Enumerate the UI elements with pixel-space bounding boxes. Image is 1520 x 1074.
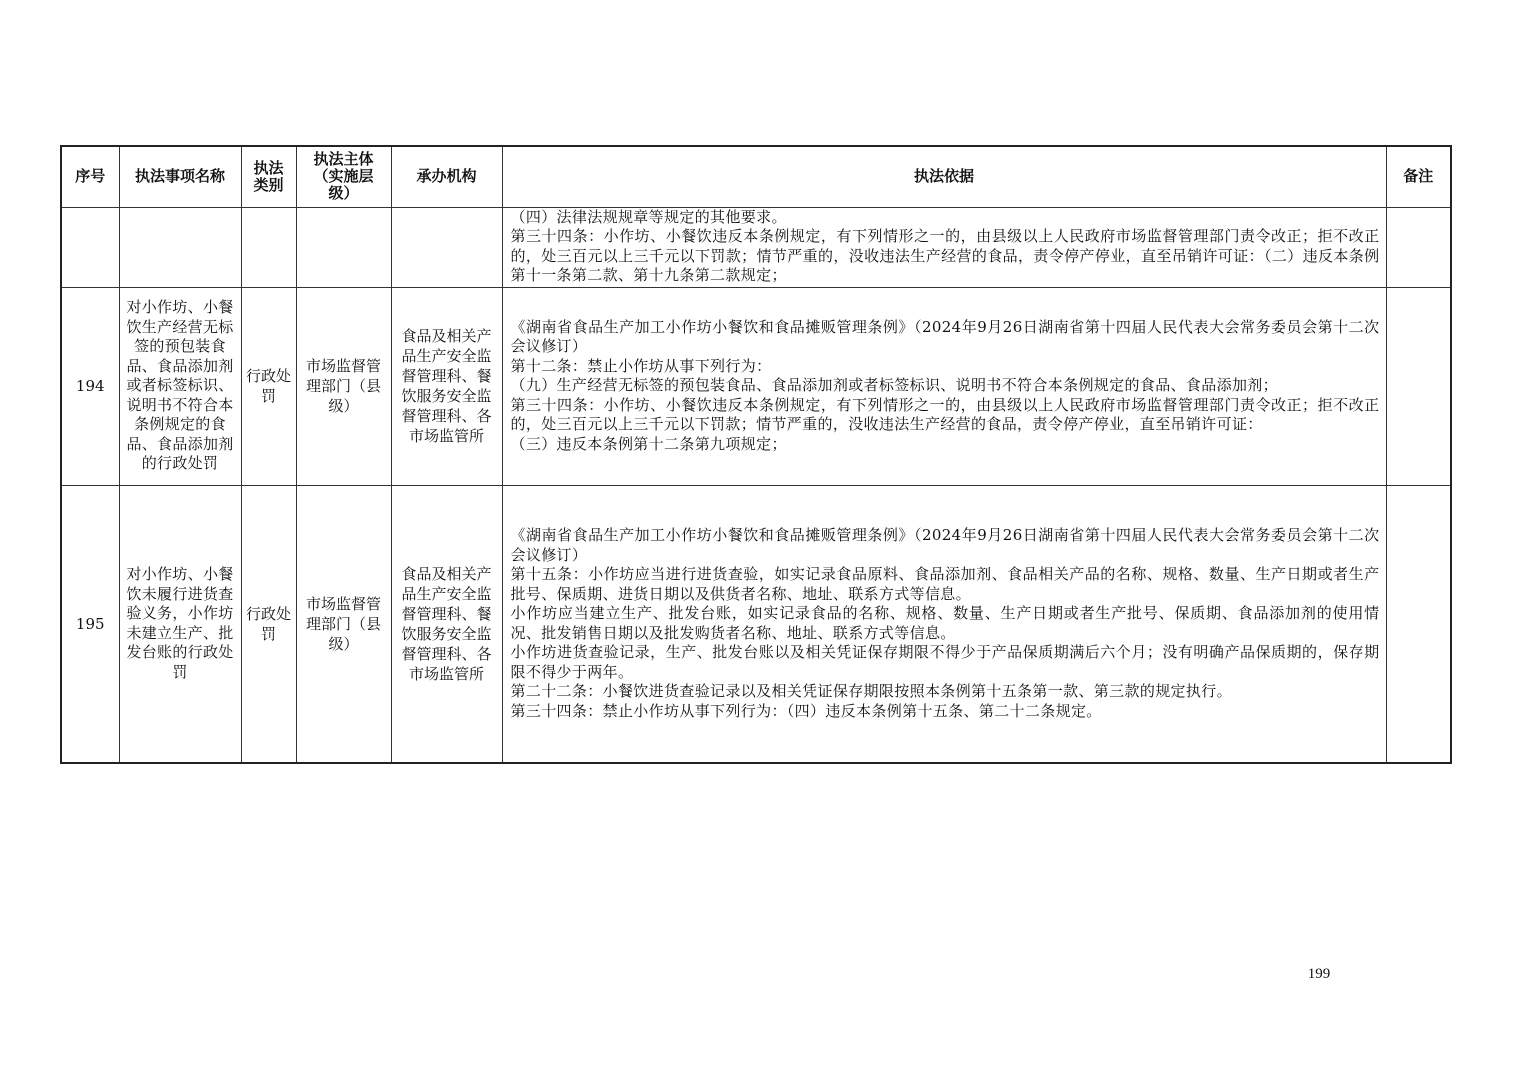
page-number: 199 <box>1307 966 1331 982</box>
row-subject: 市场监督管理部门（县级） <box>296 485 391 763</box>
row-basis <box>502 207 1386 287</box>
table-row <box>61 287 1451 485</box>
row-remark <box>1386 287 1451 485</box>
row-basis <box>502 287 1386 485</box>
row-category: 行政处罚 <box>241 485 296 763</box>
table-row <box>61 485 1451 763</box>
basis-paragraph: 第十五条：小作坊应当进行进货查验，如实记录食品原料、食品添加剂、食品相关产品的名称、规格、数量、生产日期或者生产批号、保质期、进货日期以及供货者名称、地址、联系方式等信息。 <box>510 565 1380 603</box>
row-subject <box>296 207 391 287</box>
basis-paragraph: （九）生产经营无标签的预包装食品、食品添加剂或者标签标识、说明书不符合本条例规定的食品、食品添加剂； <box>510 376 1279 395</box>
basis-paragraph: 第十二条：禁止小作坊从事下列行为： <box>510 356 772 375</box>
row-subject: 市场监督管理部门（县级） <box>296 287 391 485</box>
row-basis <box>502 485 1386 763</box>
basis-paragraph: 《湖南省食品生产加工小作坊小餐饮和食品摊贩管理条例》（2024年9月26日湖南省第十四届人民代表大会常务委员会第十二次会议修订） <box>510 526 1380 564</box>
basis-paragraph: 小作坊应当建立生产、批发台账，如实记录食品的名称、规格、数量、生产日期或者生产批号、保质期、食品添加剂的使用情况、批发销售日期以及批发购货者名称、地址、联系方式等信息。 <box>510 604 1380 642</box>
basis-paragraph: 《湖南省食品生产加工小作坊小餐饮和食品摊贩管理条例》（2024年9月26日湖南省第十四届人民代表大会常务委员会第十二次会议修订） <box>510 317 1380 356</box>
row-category <box>241 207 296 287</box>
row-agency <box>391 207 502 287</box>
row-remark <box>1386 485 1451 763</box>
basis-paragraph: 第三十四条：小作坊、小餐饮违反本条例规定，有下列情形之一的，由县级以上人民政府市场监督管理部门责令改正；拒不改正的，处三百元以上三千元以下罚款；情节严重的，没收违法生产经营的食品，责令停产停业，直至吊销许可证：（二）违反本条例第十一条第二款、第十九条第二款规定； <box>510 227 1380 284</box>
row-no: 194 <box>61 287 119 485</box>
basis-paragraph: 第二十二条：小餐饮进货查验记录以及相关凭证保存期限按照本条例第十五条第一款、第三款的规定执行。 <box>510 682 1232 701</box>
header-subject: 执法主体（实施层级） <box>296 146 391 207</box>
row-item-name: 对小作坊、小餐饮未履行进货查验义务，小作坊未建立生产、批发台账的行政处罚 <box>119 485 241 763</box>
enforcement-table <box>60 145 1452 764</box>
row-item-name: 对小作坊、小餐饮生产经营无标签的预包装食品、食品添加剂或者标签标识、说明书不符合本条例规定的食品、食品添加剂的行政处罚 <box>119 287 241 485</box>
basis-paragraph: （四）法律法规规章等规定的其他要求。 <box>510 207 787 226</box>
row-remark <box>1386 207 1451 287</box>
table-row <box>61 207 1451 287</box>
row-no <box>61 207 119 287</box>
header-remark: 备注 <box>1386 146 1451 207</box>
basis-paragraph: （三）违反本条例第十二条第九项规定； <box>510 434 787 453</box>
header-basis: 执法依据 <box>502 146 1386 207</box>
row-category: 行政处罚 <box>241 287 296 485</box>
header-no: 序号 <box>61 146 119 207</box>
row-item-name <box>119 207 241 287</box>
header-item-name: 执法事项名称 <box>119 146 241 207</box>
basis-paragraph: 第三十四条：小作坊、小餐饮违反本条例规定，有下列情形之一的，由县级以上人民政府市场监督管理部门责令改正；拒不改正的，处三百元以上三千元以下罚款；情节严重的，没收违法生产经营的食品，责令停产停业，直至吊销许可证： <box>510 395 1380 434</box>
row-agency: 食品及相关产品生产安全监督管理科、餐饮服务安全监督管理科、各市场监管所 <box>391 485 502 763</box>
header-agency: 承办机构 <box>391 146 502 207</box>
header-category: 执法类别 <box>241 146 296 207</box>
header-row <box>61 146 1451 207</box>
basis-paragraph: 小作坊进货查验记录，生产、批发台账以及相关凭证保存期限不得少于产品保质期满后六个月；没有明确产品保质期的，保存期限不得少于两年。 <box>510 643 1380 681</box>
row-no: 195 <box>61 485 119 763</box>
row-agency: 食品及相关产品生产安全监督管理科、餐饮服务安全监督管理科、各市场监管所 <box>391 287 502 485</box>
basis-paragraph: 第三十四条：禁止小作坊从事下列行为：（四）违反本条例第十五条、第二十二条规定。 <box>510 701 1102 720</box>
